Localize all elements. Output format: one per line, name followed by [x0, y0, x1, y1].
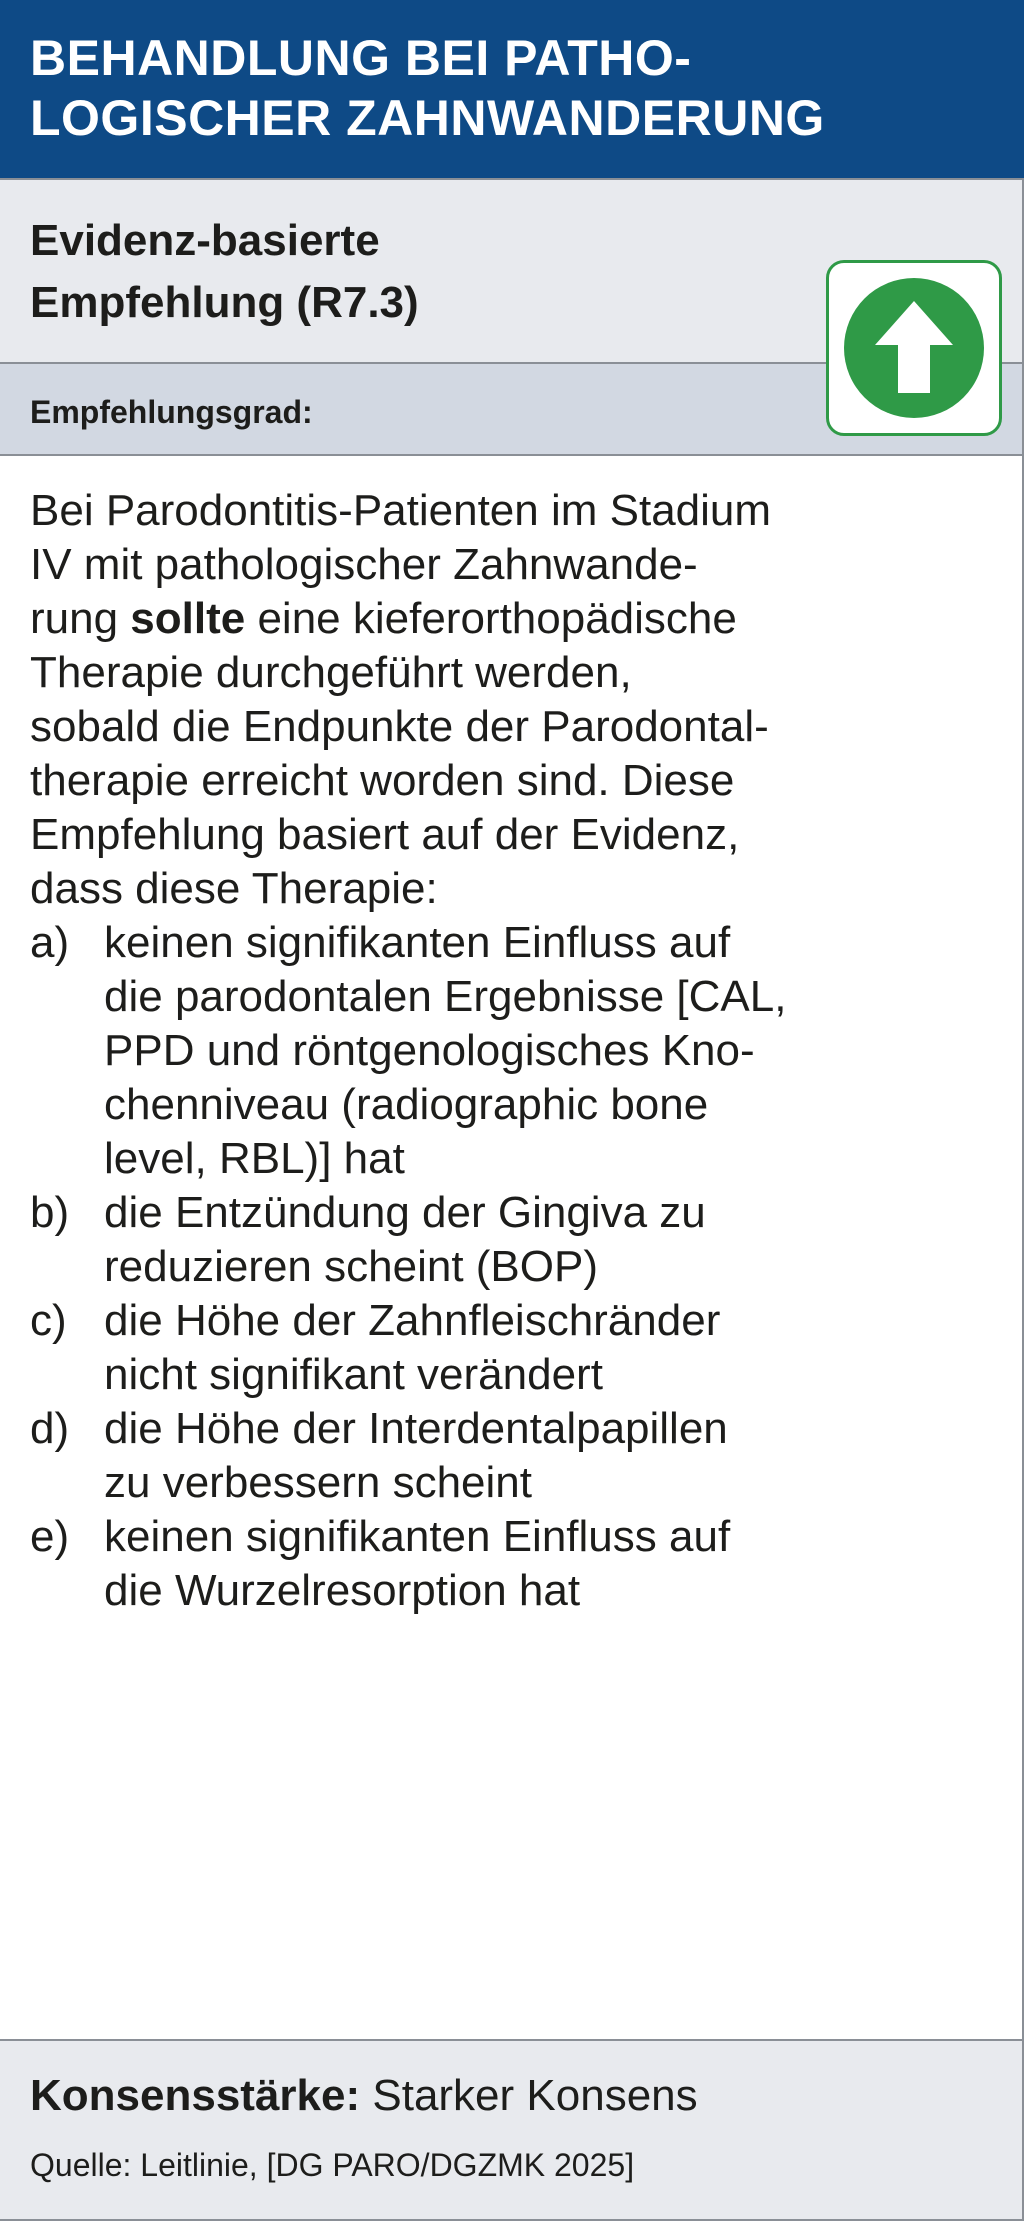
list-item-letter: b) — [30, 1188, 70, 1237]
list-item-letter: a) — [30, 918, 70, 967]
list-item-text: die Höhe der Interdentalpapillen zu verbessern scheint — [104, 1404, 728, 1507]
consensus-value: Starker Konsens — [360, 2071, 698, 2120]
header-title-line-1: BEHANDLUNG BEI PATHO- — [30, 30, 692, 86]
intro-line: IV mit pathologischer Zahnwande- — [30, 540, 698, 589]
intro-line: therapie erreicht worden sind. Diese — [30, 756, 735, 805]
intro-line: rung sollte eine kieferorthopädische — [30, 594, 737, 643]
header-title-line-2: LOGISCHER ZAHNWANDERUNG — [30, 90, 825, 146]
up-arrow-icon — [829, 263, 999, 433]
footer-panel — [0, 2039, 1022, 2219]
list-item-letter: c) — [30, 1296, 67, 1345]
intro-line: sobald die Endpunkte der Parodontal- — [30, 702, 769, 751]
intro-paragraph — [30, 484, 1000, 916]
list-item-letter: e) — [30, 1512, 70, 1561]
intro-line: Bei Parodontitis-Patienten im Stadium — [30, 486, 772, 535]
list-item-text: die Entzündung der Gingiva zu reduzieren scheint (BOP) — [104, 1188, 706, 1291]
consensus-label: Konsensstärke: — [30, 2071, 361, 2120]
recommendation-title — [30, 210, 790, 334]
list-item-text: keinen signifikanten Einfluss auf die Wurzelresorption hat — [104, 1512, 731, 1615]
intro-line: dass diese Therapie: — [30, 864, 438, 913]
recommendation-title-line-1: Evidenz-basierte — [30, 216, 380, 265]
emphasis-sollte: sollte — [130, 594, 246, 643]
list-item-letter: d) — [30, 1404, 70, 1453]
intro-line: Empfehlung basiert auf der Evidenz, — [30, 810, 740, 859]
recommendation-title-line-2: Empfehlung (R7.3) — [30, 278, 419, 327]
grade-badge — [826, 260, 1002, 436]
list-item-text: die Höhe der Zahnfleischränder nicht signifikant verändert — [104, 1296, 721, 1399]
list-item-text: keinen signifikanten Einfluss auf die parodontalen Ergebnisse [CAL, PPD und röntgenologisches Kno- chenniveau (radiographic bone level, RBL)] hat — [104, 918, 787, 1183]
consensus-line — [30, 2069, 698, 2123]
intro-line: Therapie durchgeführt werden, — [30, 648, 632, 697]
recommendation-body — [0, 456, 1022, 2039]
source-citation: Quelle: Leitlinie, [DG PARO/DGZMK 2025] — [30, 2147, 635, 2183]
header-banner — [0, 0, 1024, 178]
grade-label: Empfehlungsgrad: — [30, 394, 313, 430]
